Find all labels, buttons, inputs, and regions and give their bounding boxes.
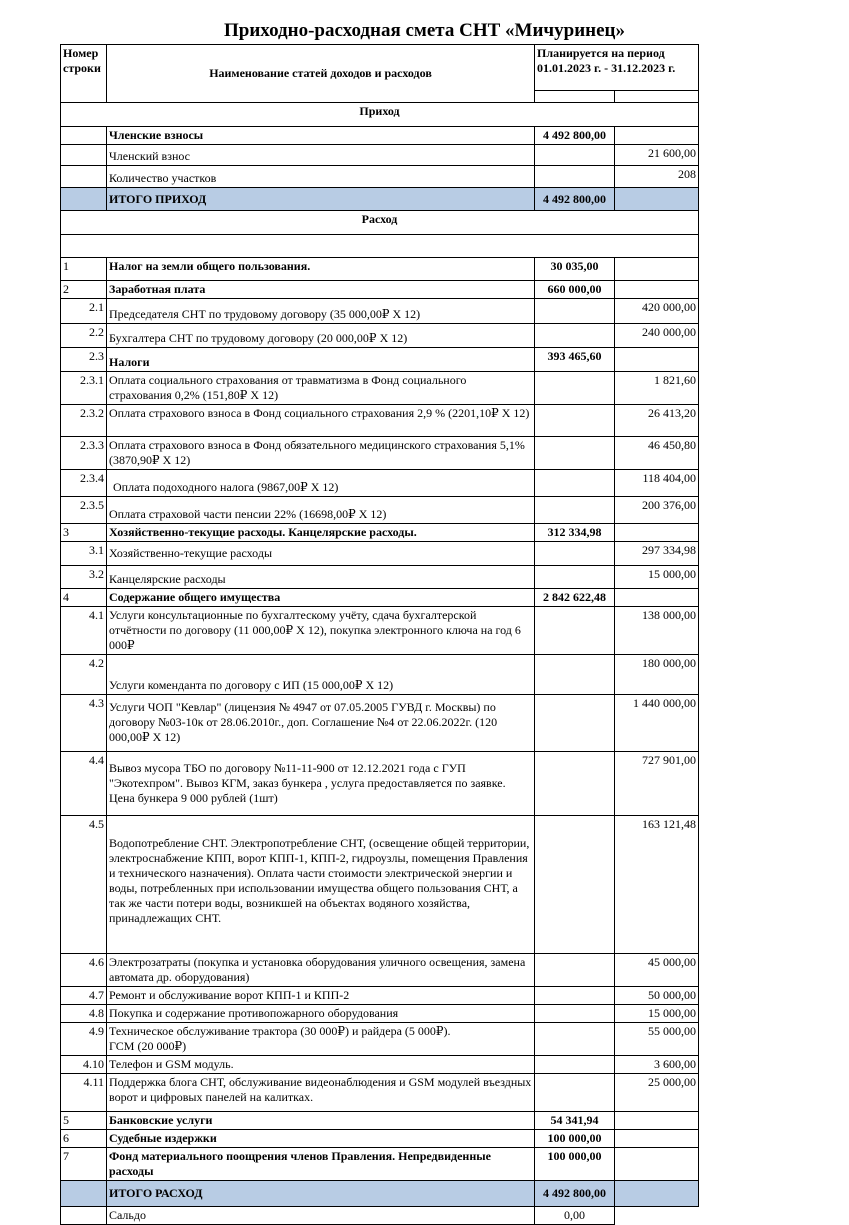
row-name: Водопотребление СНТ. Электропотребление СНТ, (освещение общей территории, электроснабжение КПП, ворот КПП-1, КПП-2, гидроузлы, помещения Правления и технического назначения). Оплата части стоимости электрической энергии и воды, потребленных при использовании имущества общего пользования СНТ, а так же части потери воды, возникшей на объектах водяного хозяйства, принадлежащих СНТ.	[107, 816, 535, 954]
row-value: 240 000,00	[615, 324, 699, 348]
row-name: Оплата страховой части пенсии 22% (16698,00₽ Х 12)	[107, 497, 535, 524]
row-num: 2.1	[61, 299, 107, 324]
row-plan: 660 000,00	[535, 281, 615, 299]
row-name: Фонд материального поощрения членов Правления. Непредвиденные расходы	[107, 1148, 535, 1181]
expense-total-row	[61, 1181, 699, 1207]
row-num: 4.2	[61, 655, 107, 695]
income-total-value: 4 492 800,00	[535, 188, 615, 211]
balance-label: Сальдо	[107, 1207, 535, 1225]
row-num: 2.3.4	[61, 470, 107, 497]
row-num: 4.6	[61, 954, 107, 987]
expense-total-label: ИТОГО РАСХОД	[107, 1181, 535, 1207]
row-num: 5	[61, 1112, 107, 1130]
row-name: Бухгалтера СНТ по трудовому договору (20 000,00₽ Х 12)	[107, 324, 535, 348]
row-num: 4.3	[61, 695, 107, 752]
fee-value: 21 600,00	[615, 145, 699, 166]
membership-row	[61, 127, 699, 145]
expense-row	[61, 437, 699, 470]
page-title: Приходно-расходная смета СНТ «Мичуринец»	[224, 20, 625, 41]
expense-row	[61, 1005, 699, 1023]
row-name: Поддержка блога СНТ, обслуживание видеонаблюдения и GSM модулей въездных ворот и цифровых панелей на калитках.	[107, 1074, 535, 1112]
row-plan: 100 000,00	[535, 1130, 615, 1148]
row-value: 420 000,00	[615, 299, 699, 324]
expense-row	[61, 470, 699, 497]
row-name: Ремонт и обслуживание ворот КПП-1 и КПП-2	[107, 987, 535, 1005]
row-value: 15 000,00	[615, 1005, 699, 1023]
expense-row	[61, 299, 699, 324]
row-name: Содержание общего имущества	[107, 589, 535, 607]
row-name: Электрозатраты (покупка и установка оборудования уличного освещения, замена автомата др. оборудования)	[107, 954, 535, 987]
row-plan: 2 842 622,48	[535, 589, 615, 607]
row-num: 2	[61, 281, 107, 299]
expense-row	[61, 1074, 699, 1112]
expense-row	[61, 752, 699, 816]
row-name-line2: ГСМ (20 000₽)	[109, 1039, 187, 1053]
row-num: 2.3.5	[61, 497, 107, 524]
row-num: 2.3.1	[61, 372, 107, 405]
row-num: 4.10	[61, 1056, 107, 1074]
budget-table	[60, 44, 699, 1225]
row-value: 55 000,00	[615, 1023, 699, 1056]
row-name: Услуги ЧОП "Кевлар" (лицензия № 4947 от 07.05.2005 ГУВД г. Москвы) по договору №03-10к от 28.06.2010г., доп. Соглашение №4 от 22.06.2022г. (120 000,00₽ Х 12)	[107, 695, 535, 752]
header-plan	[535, 45, 699, 91]
row-num: 1	[61, 258, 107, 281]
expense-row	[61, 695, 699, 752]
row-name: Налог на земли общего пользования.	[107, 258, 535, 281]
fee-label: Членский взнос	[107, 145, 535, 166]
row-num: 2.3.2	[61, 405, 107, 437]
plots-value: 208	[615, 166, 699, 188]
row-num: 2.3.3	[61, 437, 107, 470]
row-value: 45 000,00	[615, 954, 699, 987]
row-plan: 30 035,00	[535, 258, 615, 281]
row-num: 4.9	[61, 1023, 107, 1056]
row-name-line1: Техническое обслуживание трактора (30 000₽) и райдера (5 000₽).	[109, 1024, 451, 1038]
row-value: 138 000,00	[615, 607, 699, 655]
header-plan-line2: 01.01.2023 г. - 31.12.2023 г.	[537, 61, 676, 75]
expense-row	[61, 542, 699, 566]
expense-section-row	[61, 211, 699, 235]
row-value: 297 334,98	[615, 542, 699, 566]
row-name: Председателя СНТ по трудовому договору (35 000,00₽ Х 12)	[107, 299, 535, 324]
expense-row	[61, 954, 699, 987]
balance-value: 0,00	[535, 1207, 615, 1225]
expense-section-title: Расход	[61, 211, 699, 235]
expense-row	[61, 1023, 699, 1056]
expense-total-value: 4 492 800,00	[535, 1181, 615, 1207]
row-num: 2.2	[61, 324, 107, 348]
row-value: 15 000,00	[615, 566, 699, 589]
balance-row	[61, 1207, 699, 1225]
row-name	[107, 1023, 535, 1056]
row-name: Оплата социального страхования от травматизма в Фонд социального страхования 0,2% (151,80₽ Х 12)	[107, 372, 535, 405]
header-plan-line1: Планируется на период	[537, 46, 665, 60]
row-plan: 100 000,00	[535, 1148, 615, 1181]
row-num: 4.11	[61, 1074, 107, 1112]
expense-row	[61, 405, 699, 437]
row-name: Покупка и содержание противопожарного оборудования	[107, 1005, 535, 1023]
row-num: 4	[61, 589, 107, 607]
header-num: Номер строки	[61, 45, 107, 103]
row-name: Хозяйственно-текущие расходы	[107, 542, 535, 566]
row-value: 118 404,00	[615, 470, 699, 497]
blank-row	[61, 235, 699, 258]
expense-row	[61, 987, 699, 1005]
header-row	[61, 45, 699, 91]
row-name: Услуги консультационные по бухгалтескому учёту, сдача бухгалтерской отчётности по договору (11 000,00₽ Х 12), покупка электронного ключа на год 6 000₽	[107, 607, 535, 655]
row-value: 46 450,80	[615, 437, 699, 470]
row-plan: 312 334,98	[535, 524, 615, 542]
fee-row	[61, 145, 699, 166]
row-num: 3	[61, 524, 107, 542]
row-name: Оплата подоходного налога (9867,00₽ Х 12)	[107, 470, 535, 497]
expense-row	[61, 281, 699, 299]
expense-row	[61, 589, 699, 607]
expense-row	[61, 607, 699, 655]
row-value: 26 413,20	[615, 405, 699, 437]
row-name: Канцелярские расходы	[107, 566, 535, 589]
row-value: 200 376,00	[615, 497, 699, 524]
row-plan: 54 341,94	[535, 1112, 615, 1130]
plots-row	[61, 166, 699, 188]
row-value: 180 000,00	[615, 655, 699, 695]
expense-row	[61, 816, 699, 954]
row-value: 1 440 000,00	[615, 695, 699, 752]
membership-label: Членские взносы	[107, 127, 535, 145]
row-plan: 393 465,60	[535, 348, 615, 372]
row-name: Заработная плата	[107, 281, 535, 299]
row-num: 4.4	[61, 752, 107, 816]
row-value: 3 600,00	[615, 1056, 699, 1074]
row-value: 163 121,48	[615, 816, 699, 954]
plots-label: Количество участков	[107, 166, 535, 188]
row-name: Вывоз мусора ТБО по договору №11-11-900 от 12.12.2021 года с ГУП "Экотехпром". Вывоз КГМ, заказ бункера , услуга предоставляется по заявке. Цена бункера 9 000 рублей (1шт)	[107, 752, 535, 816]
income-total-row	[61, 188, 699, 211]
expense-row	[61, 324, 699, 348]
row-num: 7	[61, 1148, 107, 1181]
row-value: 25 000,00	[615, 1074, 699, 1112]
row-name: Услуги коменданта по договору с ИП (15 000,00₽ Х 12)	[107, 655, 535, 695]
row-num: 2.3	[61, 348, 107, 372]
row-num: 4.7	[61, 987, 107, 1005]
income-total-label: ИТОГО ПРИХОД	[107, 188, 535, 211]
expense-row	[61, 1112, 699, 1130]
row-value: 50 000,00	[615, 987, 699, 1005]
expense-row	[61, 1056, 699, 1074]
row-num: 4.5	[61, 816, 107, 954]
row-name: Оплата страхового взноса в Фонд обязательного медицинского страхования 5,1% (3870,90₽ Х 12)	[107, 437, 535, 470]
header-name: Наименование статей доходов и расходов	[107, 45, 535, 103]
expense-row	[61, 1148, 699, 1181]
expense-row	[61, 258, 699, 281]
expense-row	[61, 655, 699, 695]
expense-row	[61, 372, 699, 405]
expense-row	[61, 348, 699, 372]
row-num: 6	[61, 1130, 107, 1148]
expense-row	[61, 566, 699, 589]
row-num: 4.1	[61, 607, 107, 655]
expense-row	[61, 524, 699, 542]
expense-row	[61, 497, 699, 524]
row-name: Налоги	[107, 348, 535, 372]
row-name: Оплата страхового взноса в Фонд социального страхования 2,9 % (2201,10₽ Х 12)	[107, 405, 535, 437]
income-section-row	[61, 103, 699, 127]
row-value: 727 901,00	[615, 752, 699, 816]
membership-total: 4 492 800,00	[535, 127, 615, 145]
row-name: Хозяйственно-текущие расходы. Канцелярские расходы.	[107, 524, 535, 542]
row-num: 3.1	[61, 542, 107, 566]
row-name: Судебные издержки	[107, 1130, 535, 1148]
row-num: 4.8	[61, 1005, 107, 1023]
row-value: 1 821,60	[615, 372, 699, 405]
income-section-title: Приход	[61, 103, 699, 127]
row-name: Банковские услуги	[107, 1112, 535, 1130]
expense-row	[61, 1130, 699, 1148]
row-name: Телефон и GSM модуль.	[107, 1056, 535, 1074]
row-num: 3.2	[61, 566, 107, 589]
